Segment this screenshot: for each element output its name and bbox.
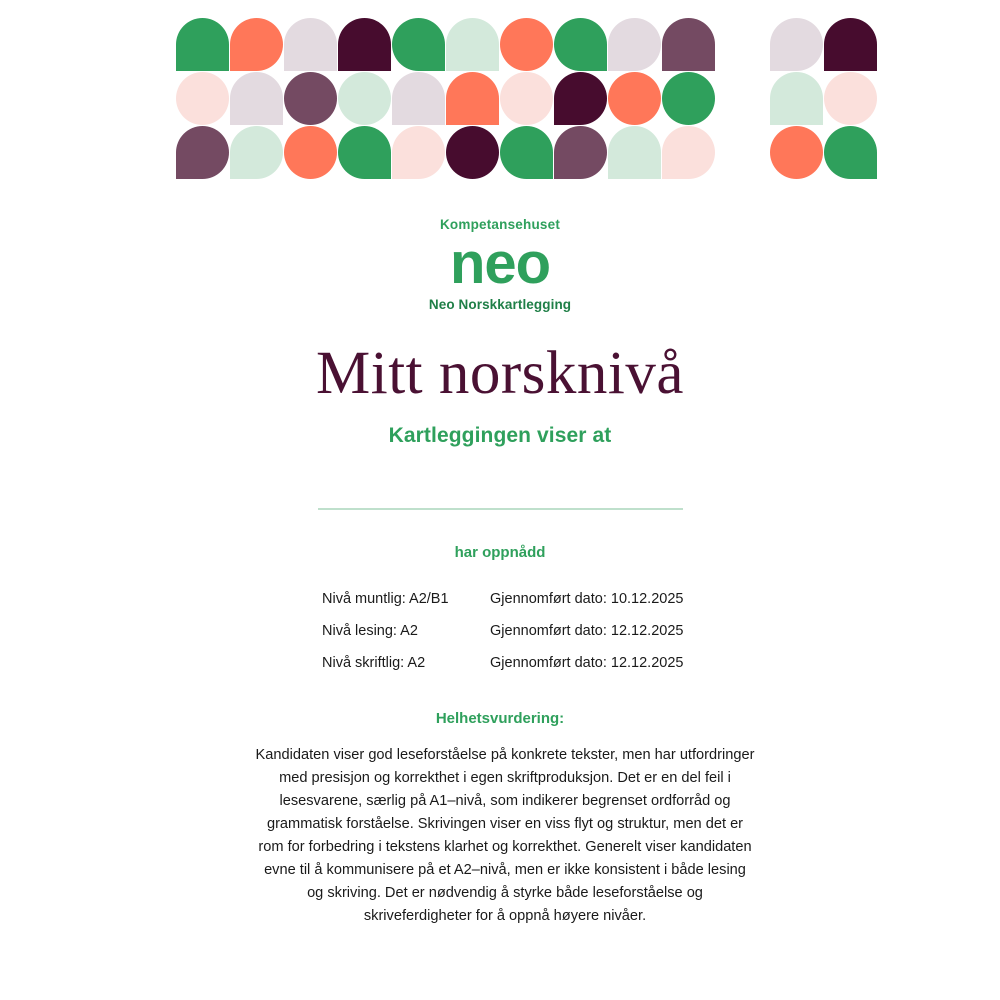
pattern-shape-circle (608, 72, 661, 125)
pattern-shape-circle (500, 72, 553, 125)
decorative-pattern-banner (176, 18, 824, 188)
pattern-shape-leaf-br (500, 126, 553, 179)
pattern-shape-arch (446, 72, 499, 125)
pattern-row (176, 126, 824, 179)
pattern-shape-leaf-bl (608, 18, 661, 71)
pattern-shape-arch (338, 18, 391, 71)
result-row (322, 654, 722, 686)
pattern-shape-arch (770, 72, 823, 125)
results-table (322, 590, 722, 686)
pattern-gap (716, 18, 769, 71)
pattern-shape-arch (230, 72, 283, 125)
pattern-shape-leaf-bl (392, 126, 445, 179)
logo-wordmark: neo (449, 230, 551, 296)
pattern-shape-circle (284, 72, 337, 125)
pattern-shape-circle (662, 72, 715, 125)
pattern-shape-leaf-bl (662, 126, 715, 179)
logo-subtitle-text: Neo Norskkartlegging (428, 297, 572, 313)
pattern-shape-leaf-br (392, 18, 445, 71)
pattern-shape-circle (284, 126, 337, 179)
pattern-shape-arch (662, 18, 715, 71)
assessment-body-text: Kandidaten viser god leseforståelse på konkrete tekster, men har utfordringer med presisjon og korrekthet i egen skriftproduksjon. Det er en del feil i lesesvarene, særlig på A1–nivå, som indikerer begrenset ordforråd og grammatisk forståelse. Skrivingen viser en viss flyt og struktur, men det er rom for forbedring i tekstens klarhet og korrekthet. Generelt viser kandidaten evne til å kommunisere på et A2–nivå, men er ikke konsistent i både lesing og skriving. Det er nødvendig å styrke både leseforståelse og skriveferdigheter for å oppnå høyere nivåer. (255, 747, 755, 925)
pattern-shape-leaf-bl (554, 72, 607, 125)
result-level: Nivå lesing: A2 (322, 623, 418, 639)
pattern-gap (716, 72, 769, 125)
pattern-shape-circle (824, 72, 877, 125)
page-subtitle: Kartleggingen viser at (388, 424, 612, 447)
result-level: Nivå skriftlig: A2 (322, 655, 426, 671)
pattern-shape-leaf-br (338, 126, 391, 179)
pattern-shape-arch (446, 18, 499, 71)
pattern-shape-arch (824, 18, 877, 71)
result-row (322, 622, 722, 654)
result-date: Gjennomført dato: 12.12.2025 (490, 623, 684, 639)
page-title: Mitt norsknivå (316, 340, 684, 407)
pattern-shape-circle (500, 18, 553, 71)
result-date: Gjennomført dato: 10.12.2025 (490, 591, 684, 607)
pattern-shape-leaf-bl (554, 126, 607, 179)
candidate-name-rule (318, 508, 683, 510)
pattern-gap (716, 126, 769, 179)
pattern-shape-leaf-bl (230, 126, 283, 179)
pattern-shape-arch (284, 18, 337, 71)
pattern-shape-arch (176, 18, 229, 71)
pattern-row (176, 18, 824, 71)
assessment-heading: Helhetsvurdering: (435, 710, 565, 727)
pattern-shape-arch (392, 72, 445, 125)
logo-kicker-text: Kompetansehuset (439, 217, 561, 232)
brand-logo (0, 218, 1000, 312)
pattern-shape-arch (608, 126, 661, 179)
result-date: Gjennomført dato: 12.12.2025 (490, 655, 684, 671)
achieved-label: har oppnådd (454, 544, 546, 561)
result-level: Nivå muntlig: A2/B1 (322, 591, 449, 607)
pattern-shape-leaf-br (824, 126, 877, 179)
result-row (322, 590, 722, 622)
pattern-shape-circle (770, 126, 823, 179)
pattern-shape-leaf-bl (176, 126, 229, 179)
pattern-shape-circle (176, 72, 229, 125)
pattern-shape-leaf-br (554, 18, 607, 71)
pattern-shape-leaf-bl (770, 18, 823, 71)
pattern-shape-circle (338, 72, 391, 125)
pattern-shape-circle (446, 126, 499, 179)
pattern-shape-leaf-bl (230, 18, 283, 71)
pattern-row (176, 72, 824, 125)
